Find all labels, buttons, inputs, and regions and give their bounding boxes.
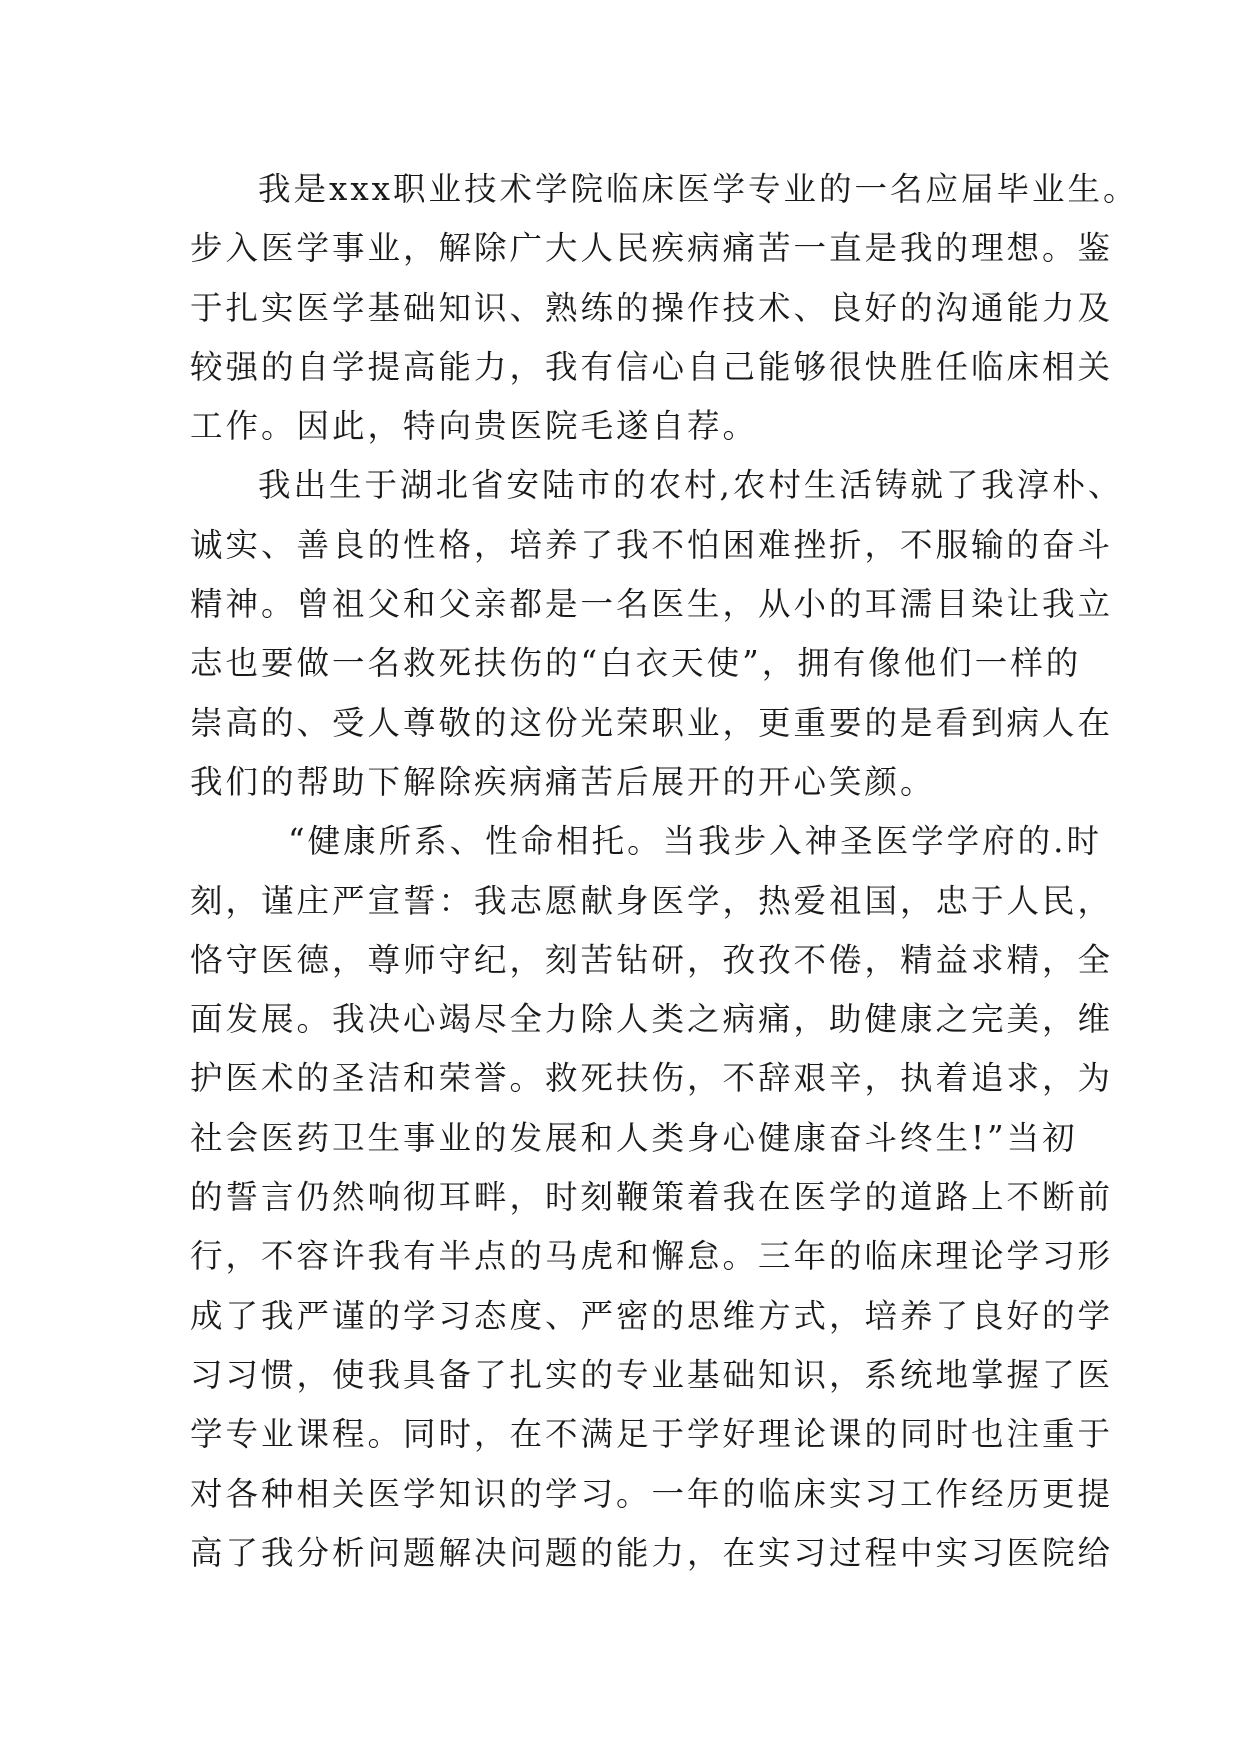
paragraph-2-line-2: 诚实、善良的性格，培养了我不怕困难挫折，不服输的奋斗 xyxy=(190,525,1114,564)
paragraph-3-line-11: 学专业课程。同时，在不满足于学好理论课的同时也注重于 xyxy=(190,1415,1114,1454)
paragraph-1-line-4: 较强的自学提高能力，我有信心自己能够很快胜任临床相关 xyxy=(190,347,1114,386)
paragraph-3-line-7: 的誓言仍然响彻耳畔，时刻鞭策着我在医学的道路上不断前 xyxy=(190,1178,1114,1217)
paragraph-1-line-1: 我是xxx职业技术学院临床医学专业的一名应届毕业生。 xyxy=(258,170,1139,208)
paragraph-3-line-4: 面发展。我决心竭尽全力除人类之病痛，助健康之完美，维 xyxy=(190,1000,1114,1039)
paragraph-3-line-1: “健康所系、性命相托。当我步入神圣医学学府的.时 xyxy=(288,822,1102,861)
paragraph-3-line-10: 习习惯，使我具备了扎实的专业基础知识，系统地掌握了医 xyxy=(190,1355,1114,1394)
paragraph-1-line-2: 步入医学事业，解除广大人民疾病痛苦一直是我的理想。鉴 xyxy=(190,229,1114,268)
paragraph-3-line-9: 成了我严谨的学习态度、严密的思维方式，培养了良好的学 xyxy=(190,1296,1114,1335)
paragraph-2-line-1: 我出生于湖北省安陆市的农村,农村生活铸就了我淳朴、 xyxy=(258,466,1124,505)
paragraph-3-line-3: 恪守医德，尊师守纪，刻苦钻研，孜孜不倦，精益求精，全 xyxy=(190,940,1114,979)
paragraph-2-line-5: 崇高的、受人尊敬的这份光荣职业，更重要的是看到病人在 xyxy=(190,703,1114,742)
paragraph-3-line-12: 对各种相关医学知识的学习。一年的临床实习工作经历更提 xyxy=(190,1474,1114,1513)
paragraph-2-line-6: 我们的帮助下解除疾病痛苦后展开的开心笑颜。 xyxy=(190,762,936,801)
paragraph-3-line-8: 行，不容许我有半点的马虎和懈怠。三年的临床理论学习形 xyxy=(190,1237,1114,1276)
paragraph-3-line-13: 高了我分析问题解决问题的能力，在实习过程中实习医院给 xyxy=(190,1533,1114,1572)
paragraph-1-line-3: 于扎实医学基础知识、熟练的操作技术、良好的沟通能力及 xyxy=(190,288,1114,327)
paragraph-3-line-5: 护医术的圣洁和荣誉。救死扶伤，不辞艰辛，执着追求，为 xyxy=(190,1059,1114,1098)
body-text xyxy=(190,160,1139,1583)
paragraph-2-line-4: 志也要做一名救死扶伤的“白衣天使”，拥有像他们一样的 xyxy=(190,644,1082,683)
paragraph-1-line-5: 工作。因此，特向贵医院毛遂自荐。 xyxy=(190,407,759,446)
paragraph-3-line-6: 社会医药卫生事业的发展和人类身心健康奋斗终生!”当初 xyxy=(190,1118,1078,1157)
paragraph-2-line-3: 精神。曾祖父和父亲都是一名医生，从小的耳濡目染让我立 xyxy=(190,585,1114,624)
paragraph-3-line-2: 刻，谨庄严宣誓：我志愿献身医学，热爱祖国，忠于人民， xyxy=(190,881,1114,920)
